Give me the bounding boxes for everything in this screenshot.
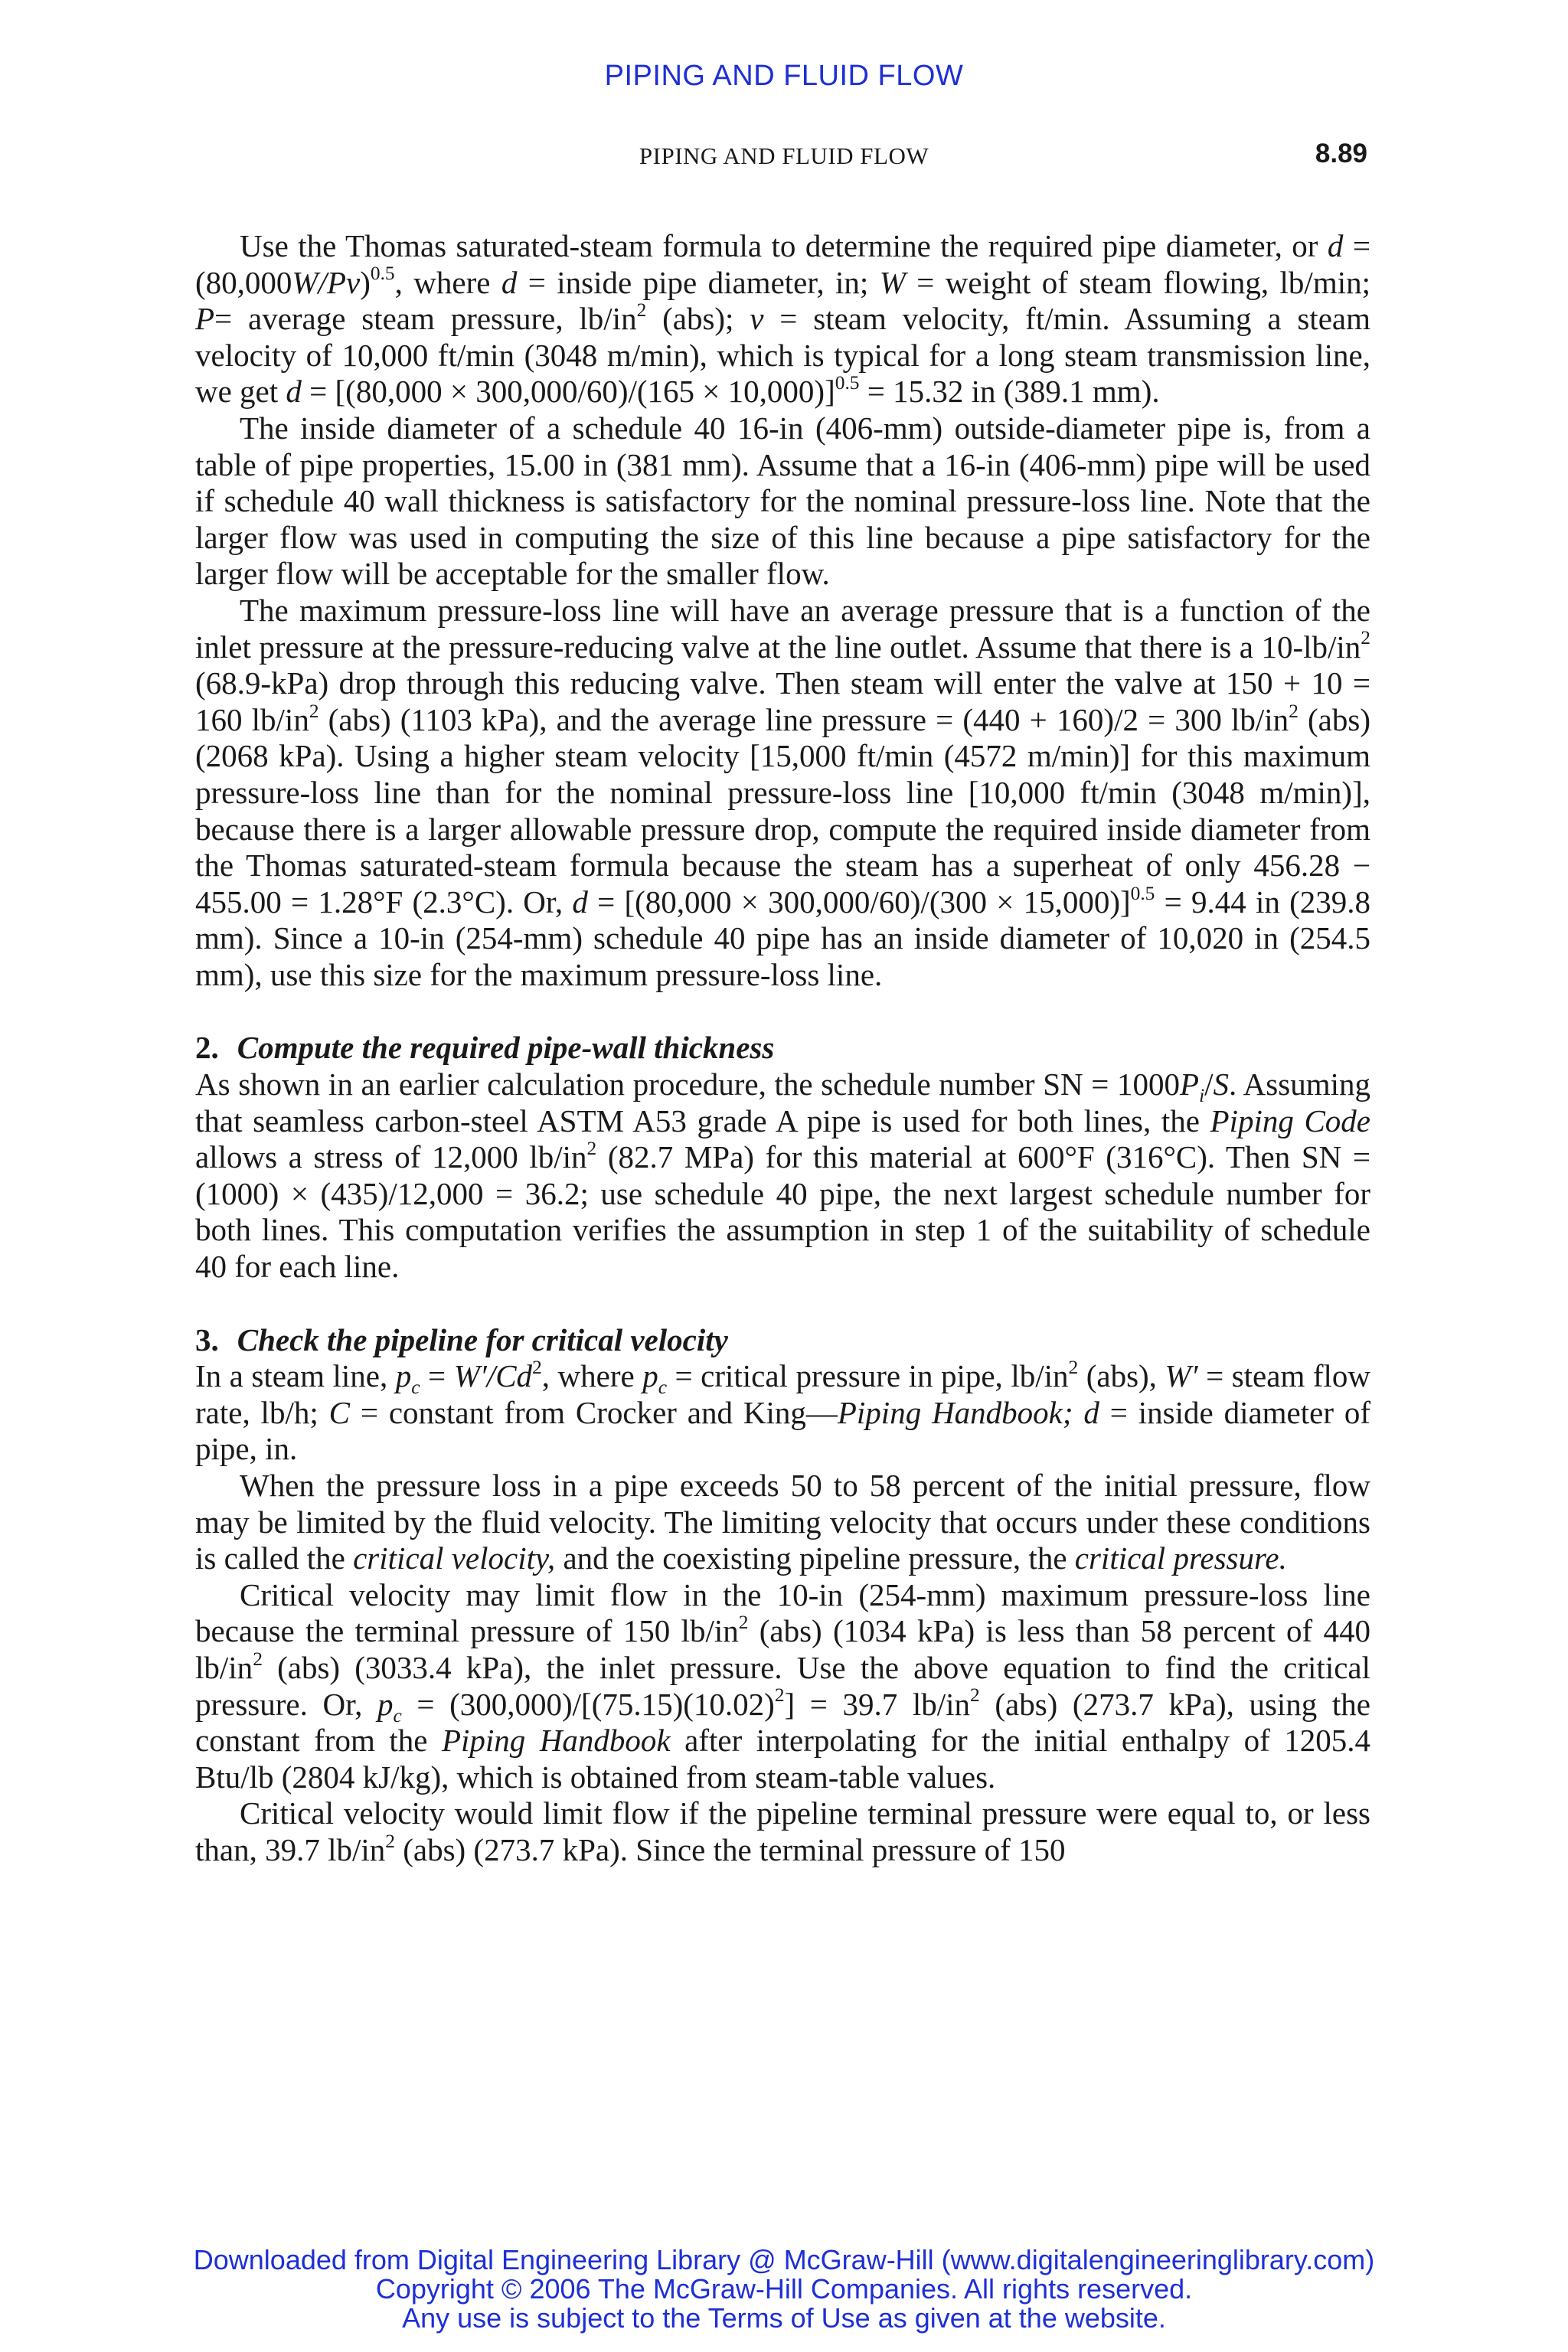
footer-copyright[interactable] xyxy=(0,2246,1568,2333)
page-body xyxy=(195,228,1370,1869)
paragraph-terminal-pressure: Critical velocity would limit flow if the pipeline terminal pressure were equal to, or less than, 39.7 $lb/in^2$ (abs) (273.7 kPa). Since the terminal pressure of 150 xyxy=(195,1795,1370,1867)
paragraph-inside-diameter: The inside diameter of a schedule 40 16-in (406-mm) outside-diameter pipe is, from a table of pipe properties, 15.00 in (381 mm). Assume that a 16-in (406-mm) pipe will be used if schedule 40 wall thickness is satisfactory for the nominal pressure-loss line. Note that the larger flow was used in computing the size of this line because a pipe satisfactory for the larger flow will be acceptable for the smaller flow. xyxy=(195,410,1370,592)
footer-terms-line[interactable]: Any use is subject to the Terms of Use as given at the website. xyxy=(402,2302,1166,2334)
paragraph-critical-velocity-definition: When the pressure loss in a pipe exceeds 50 to 58 percent of the initial pressure, flow may be limited by the fluid velocity. The limiting velocity that occurs under these conditions is called the critical velocity, and the coexisting pipeline pressure, the critical pressure. xyxy=(195,1468,1370,1576)
footer-download-link[interactable]: Downloaded from Digital Engineering Library @ McGraw-Hill (www.digitalengineeringlibrary.com) xyxy=(193,2244,1375,2275)
chapter-title-link[interactable]: PIPING AND FLUID FLOW xyxy=(604,60,964,92)
paragraph-wall-thickness: As shown in an earlier calculation procedure, the schedule number SN = $1000P_i/S$. Assuming that seamless carbon-steel ASTM A53 grade A pipe is used for both lines, the Piping Code allows a stress of 12,000 $lb/in^2$ (82.7 MPa) for this material at 600°F (316°C). Then SN = (1000) × (435)/12,000 = 36.2; use schedule 40 pipe, the next largest schedule number for both lines. This computation verifies the assumption in step 1 of the suitability of schedule 40 for each line. xyxy=(195,1067,1370,1285)
paragraph-critical-velocity-calc: Critical velocity may limit flow in the 10-in (254-mm) maximum pressure-loss line because the terminal pressure of 150 $lb/in^2$ (abs) (1034 kPa) is less than 58 percent of 440 $lb/in^2$ (abs) (3033.4 kPa), the inlet pressure. Use the above equation to find the critical pressure. Or, $p_c = (300,000)/[(75.15)(10.02)^2] = 39.7$ $lb/in^2$ (abs) (273.7 kPa), using the constant from the Piping Handbook after interpolating for the initial enthalpy of 1205.4 Btu/lb (2804 kJ/kg), which is obtained from steam-table values. xyxy=(195,1576,1371,1795)
paragraph-max-pressure-loss: The maximum pressure-loss line will have an average pressure that is a function of the inlet pressure at the pressure-reducing valve at the line outlet. Assume that there is a $10-lb/in^2$ (68.9-kPa) drop through this reducing valve. Then steam will enter the valve at 150 + 10 = 160 $lb/in^2$ (abs) (1103 kPa), and the average line pressure = (440 + 160)/2 = 300 $lb/in^2$ (abs) (2068 kPa). Using a higher steam velocity [15,000 ft/min (4572 m/min)] for this maximum pressure-loss line than for the nominal pressure-loss line [10,000 ft/min (3048 m/min)], because there is a larger allowable pressure drop, compute the required inside diameter from the Thomas saturated-steam formula because the steam has a superheat of only 456.28 − 455.00 = 1.28°F (2.3°C). Or, $d = [(80,000 \times 300,000/60)/(300 \times 15,000)]^{0.5} = 9.44$ in (239.8 mm). Since a 10-in (254-mm) schedule 40 pipe has an inside diameter of 10,020 in (254.5 mm), use this size for the maximum pressure-loss line. xyxy=(195,592,1370,992)
step-2-heading: 2. Compute the required pipe-wall thickness xyxy=(195,1030,775,1066)
footer-copyright-line[interactable]: Copyright © 2006 The McGraw-Hill Companies. All rights reserved. xyxy=(375,2273,1193,2305)
paragraph-critical-pressure-formula: In a steam line, $p_c = W'/Cd^2$, where $p_c$ = critical pressure in pipe, $lb/in^2$ (abs), W′ = steam flow rate, lb/h; C = constant from Crocker and King—Piping Handbook; d = inside diameter of pipe, in. xyxy=(195,1357,1371,1467)
page-number: 8.89 xyxy=(1315,139,1367,168)
step-3-heading: 3. Check the pipeline for critical velocity xyxy=(195,1321,728,1357)
paragraph-thomas-formula: Use the Thomas saturated-steam formula to determine the required pipe diameter, or $d = (80,000W/Pv)^{0.5}$, where d = inside pipe diameter, in; W = weight of steam flowing, lb/min; P= average steam pressure, $lb/in^2$ (abs); v = steam velocity, ft/min. Assuming a steam velocity of 10,000 ft/min (3048 m/min), which is typical for a long steam transmission line, we get $d = [(80,000 \times 300,000/60)/(165 \times 10,000)]^{0.5} = 15.32$ in (389.1 mm). xyxy=(195,228,1370,410)
running-head: PIPING AND FLUID FLOW xyxy=(639,142,929,169)
